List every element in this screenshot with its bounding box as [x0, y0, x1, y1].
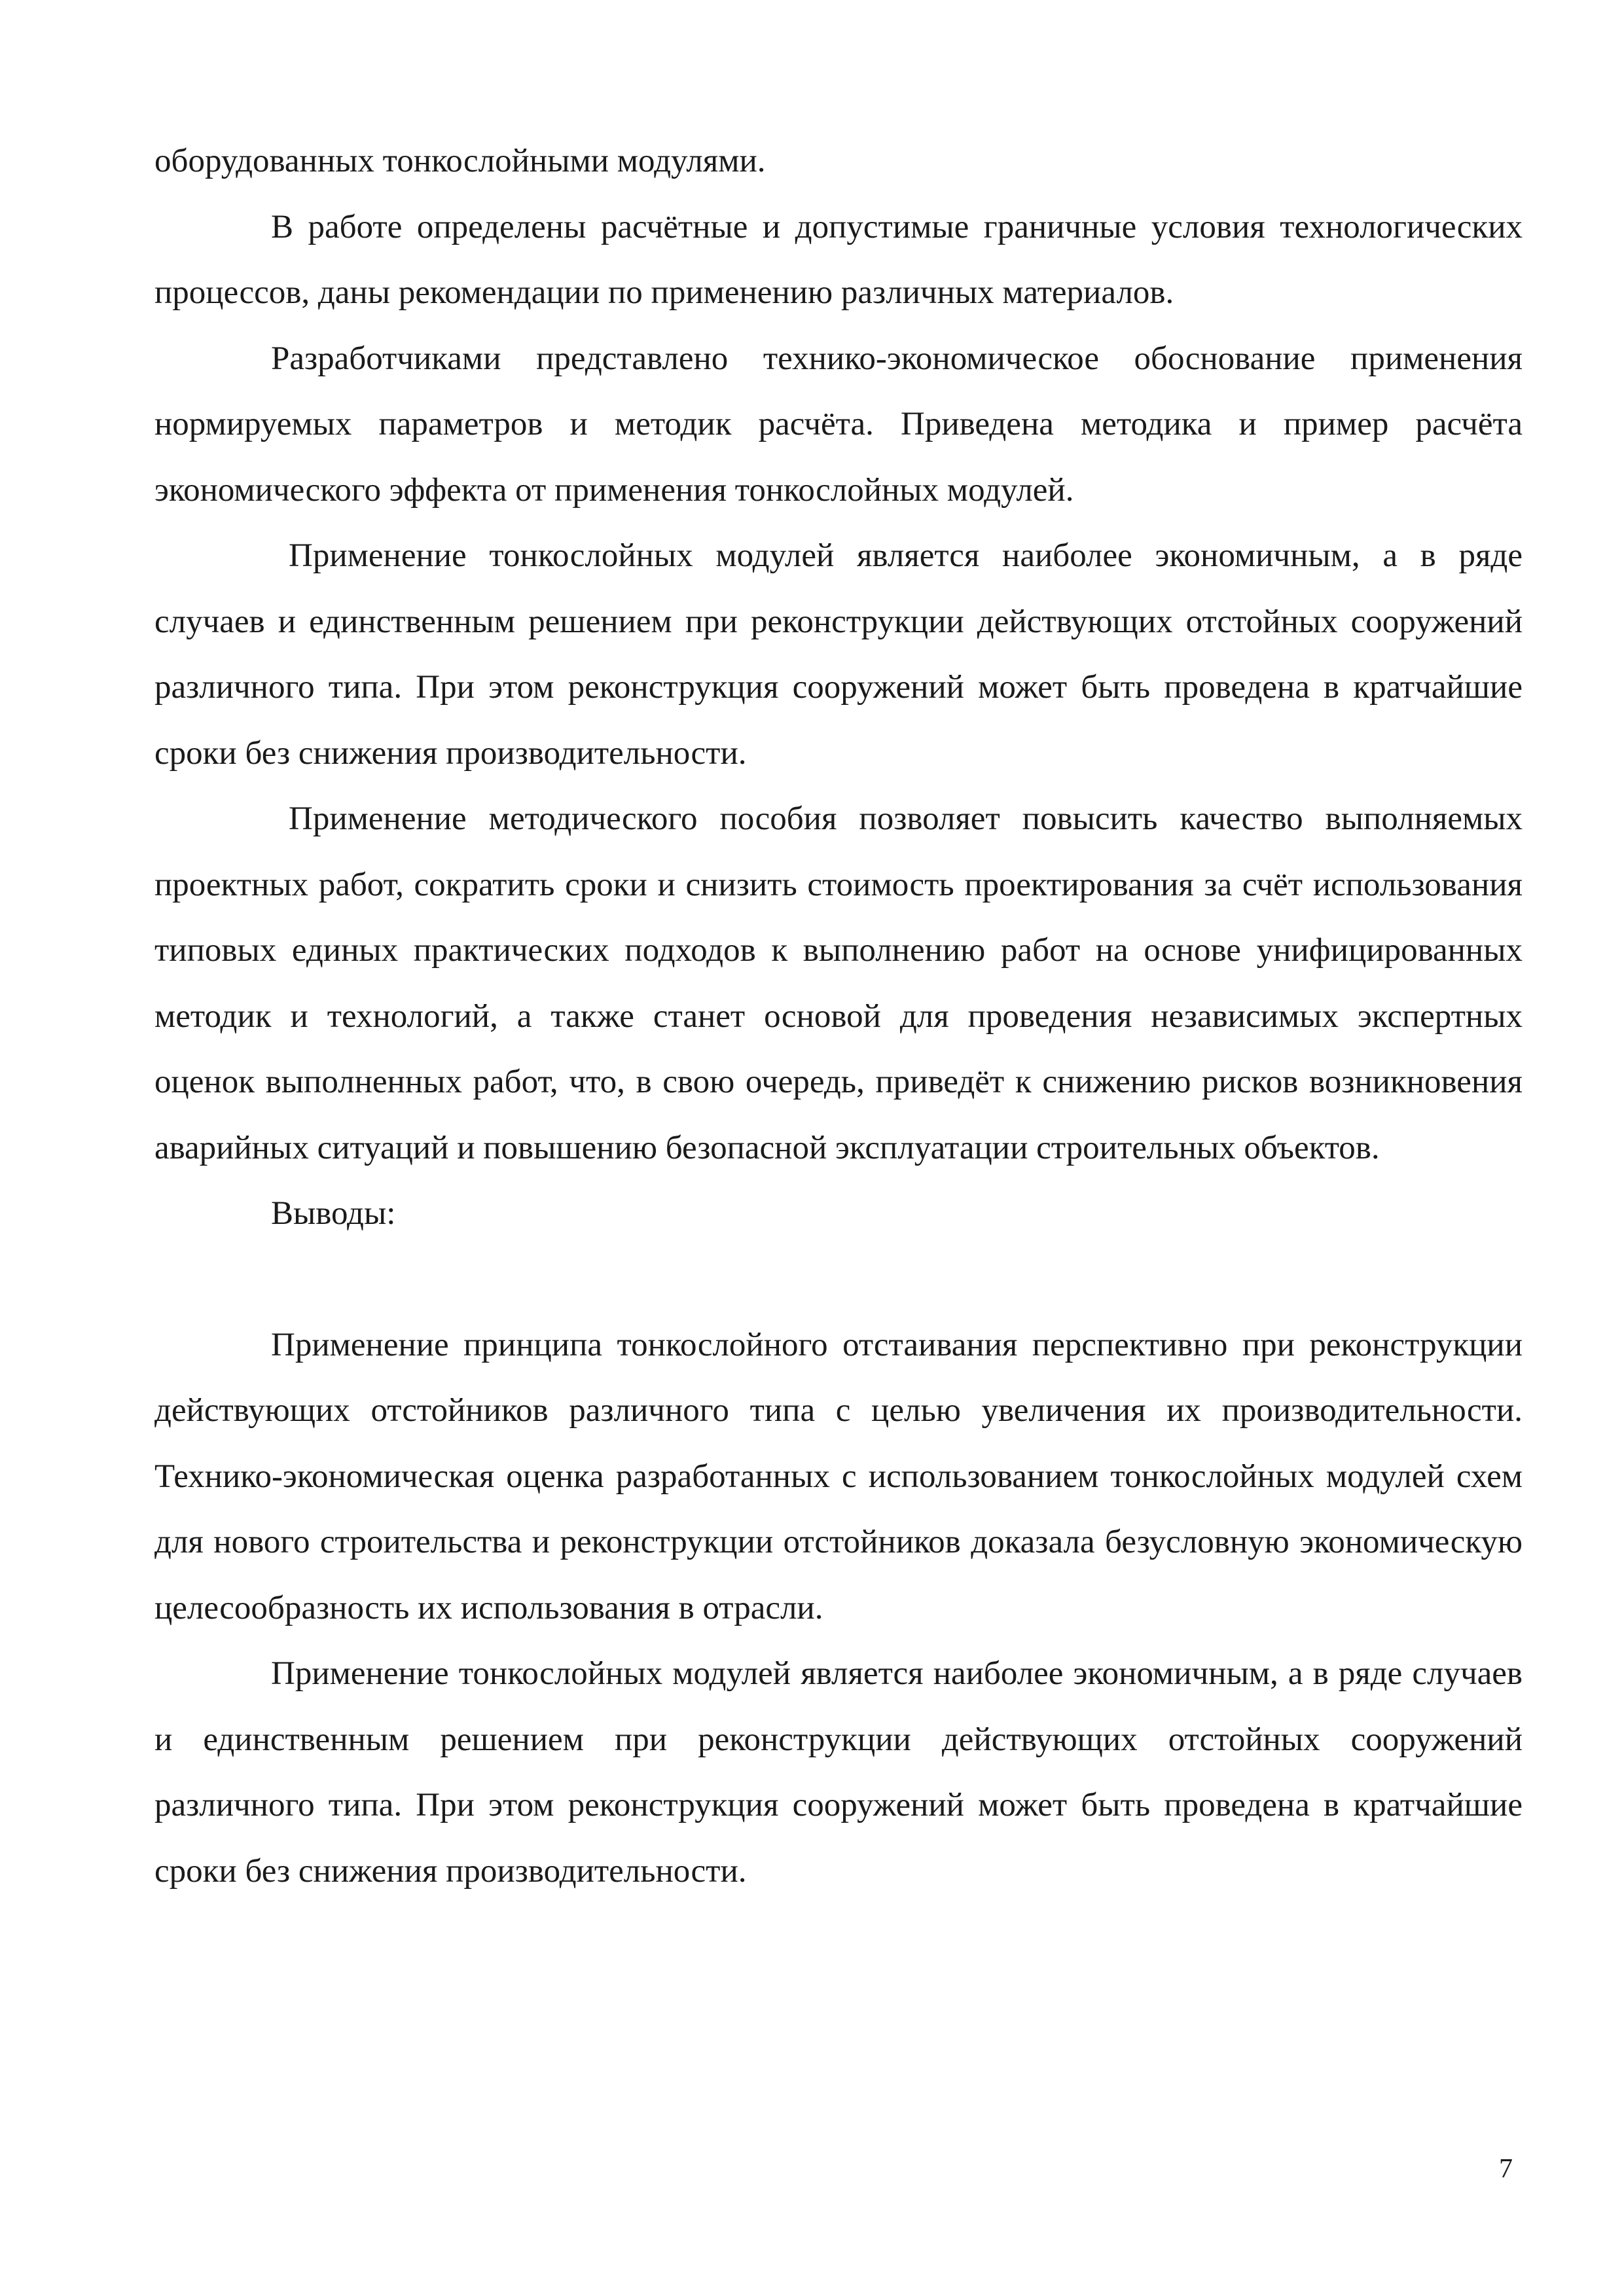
page-number: 7: [1499, 2154, 1513, 2184]
paragraph-developers: Разработчиками представлено технико-экономическое обоснование применения нормируемых параметров и методик расчёта. Приведена методика и пример расчёта экономического эффекта от применения тонкослойных модулей.: [154, 340, 1523, 509]
paragraph-continuation: оборудованных тонкослойными модулями.: [154, 143, 766, 179]
conclusions-heading: Выводы:: [271, 1195, 396, 1232]
paragraph-conclusion-principle: Применение принципа тонкослойного отстаивания перспективно при реконструкции действующих отстойников различного типа с целью увеличения их производительности. Технико-экономическая оценка разработанных с использованием тонкослойных модулей схем для нового строительства и реконструкции отстойников доказала безусловную экономическую целесообразность их использования в отрасли.: [154, 1326, 1523, 1626]
document-body: [154, 128, 1523, 1904]
paragraph-conditions: В работе определены расчётные и допустимые граничные условия технологических процессов, даны рекомендации по применению различных материалов.: [154, 208, 1523, 311]
paragraph-application-modules: Применение тонкослойных модулей является наиболее экономичным, а в ряде случаев и единственным решением при реконструкции действующих отстойных сооружений различного типа. При этом реконструкция сооружений может быть проведена в кратчайшие сроки без снижения производительности.: [154, 537, 1523, 772]
paragraph-conclusion-modules: Применение тонкослойных модулей является наиболее экономичным, а в ряде случаев и единственным решением при реконструкции действующих отстойных сооружений различного типа. При этом реконструкция сооружений может быть проведена в кратчайшие сроки без снижения производительности.: [154, 1655, 1523, 1890]
paragraph-application-manual: Применение методического пособия позволяет повысить качество выполняемых проектных работ, сократить сроки и снизить стоимость проектирования за счёт использования типовых единых практических подходов к выполнению работ на основе унифицированных методик и технологий, а также станет основой для проведения независимых экспертных оценок выполненных работ, что, в свою очередь, приведёт к снижению рисков возникновения аварийных ситуаций и повышению безопасной эксплуатации строительных объектов.: [154, 800, 1523, 1166]
